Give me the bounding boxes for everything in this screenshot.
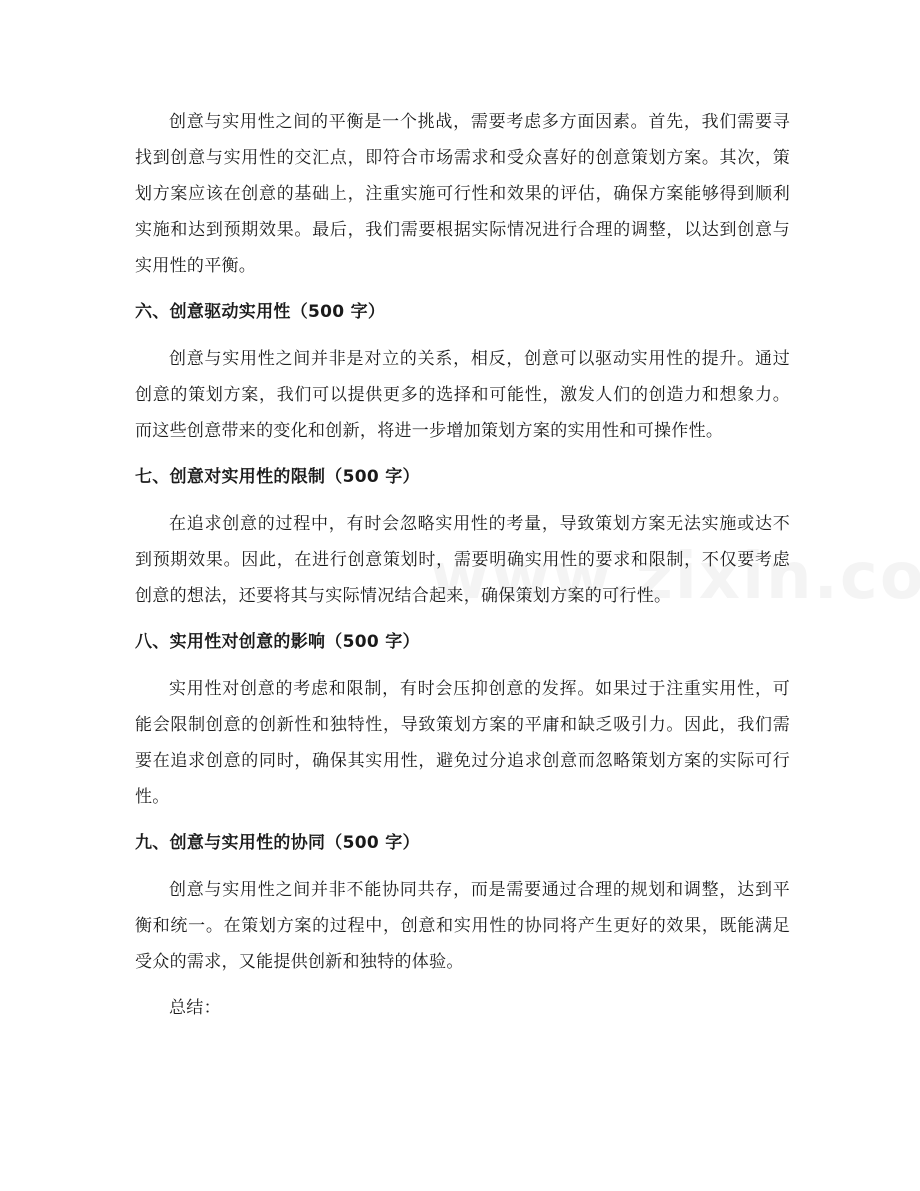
paragraph-section-7: 在追求创意的过程中，有时会忽略实用性的考量，导致策划方案无法实施或达不到预期效果。因此，在进行创意策划时，需要明确实用性的要求和限制，不仅要考虑创意的想法，还要将其与实际情况结合起来，确保策划方案的可行性。	[135, 514, 790, 606]
heading-section-8: 八、实用性对创意的影响（500 字）	[135, 632, 420, 652]
paragraph-section-9: 创意与实用性之间并非不能协同共存，而是需要通过合理的规划和调整，达到平衡和统一。在策划方案的过程中，创意和实用性的协同将产生更好的效果，既能满足受众的需求，又能提供创新和独特的体验。	[135, 880, 790, 972]
paragraph-section-6: 创意与实用性之间并非是对立的关系，相反，创意可以驱动实用性的提升。通过创意的策划方案，我们可以提供更多的选择和可能性，激发人们的创造力和想象力。而这些创意带来的变化和创新，将进一步增加策划方案的实用性和可操作性。	[135, 349, 790, 441]
summary-label: 总结：	[169, 998, 221, 1018]
paragraph-section-8: 实用性对创意的考虑和限制，有时会压抑创意的发挥。如果过于注重实用性，可能会限制创意的创新性和独特性，导致策划方案的平庸和缺乏吸引力。因此，我们需要在追求创意的同时，确保其实用性，避免过分追求创意而忽略策划方案的实际可行性。	[135, 679, 790, 807]
heading-section-6: 六、创意驱动实用性（500 字）	[135, 302, 386, 322]
heading-section-9: 九、创意与实用性的协同（500 字）	[135, 833, 420, 853]
heading-section-7: 七、创意对实用性的限制（500 字）	[135, 467, 420, 487]
paragraph-balance: 创意与实用性之间的平衡是一个挑战，需要考虑多方面因素。首先，我们需要寻找到创意与实用性的交汇点，即符合市场需求和受众喜好的创意策划方案。其次，策划方案应该在创意的基础上，注重实施可行性和效果的评估，确保方案能够得到顺利实施和达到预期效果。最后，我们需要根据实际情况进行合理的调整，以达到创意与实用性的平衡。	[135, 112, 790, 276]
